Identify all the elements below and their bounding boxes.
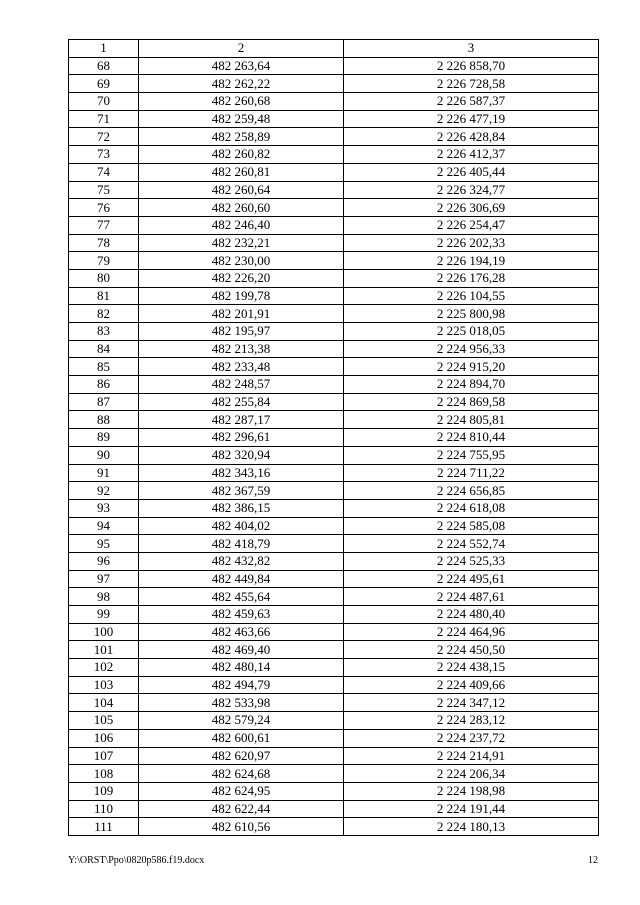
y-coordinate-cell: 2 224 525,33 xyxy=(344,552,599,570)
table-row xyxy=(69,499,599,517)
y-coordinate-cell: 2 225 018,05 xyxy=(344,323,599,341)
x-coordinate-cell: 482 480,14 xyxy=(139,659,344,677)
point-number-cell: 79 xyxy=(69,252,139,270)
y-coordinate-cell: 2 224 487,61 xyxy=(344,588,599,606)
y-coordinate-cell: 2 224 450,50 xyxy=(344,641,599,659)
table-row xyxy=(69,287,599,305)
point-number-cell: 87 xyxy=(69,393,139,411)
table-row xyxy=(69,393,599,411)
x-coordinate-cell: 482 343,16 xyxy=(139,464,344,482)
y-coordinate-cell: 2 226 428,84 xyxy=(344,128,599,146)
table-row xyxy=(69,305,599,323)
table-row xyxy=(69,729,599,747)
x-coordinate-cell: 482 600,61 xyxy=(139,729,344,747)
point-number-cell: 68 xyxy=(69,57,139,75)
point-number-cell: 92 xyxy=(69,482,139,500)
point-number-cell: 93 xyxy=(69,499,139,517)
point-number-cell: 101 xyxy=(69,641,139,659)
x-coordinate-cell: 482 226,20 xyxy=(139,269,344,287)
point-number-cell: 89 xyxy=(69,429,139,447)
point-number-cell: 107 xyxy=(69,747,139,765)
table-row xyxy=(69,252,599,270)
table-row xyxy=(69,128,599,146)
point-number-cell: 103 xyxy=(69,676,139,694)
point-number-cell: 108 xyxy=(69,765,139,783)
y-coordinate-cell: 2 224 347,12 xyxy=(344,694,599,712)
table-row xyxy=(69,676,599,694)
x-coordinate-cell: 482 432,82 xyxy=(139,552,344,570)
point-number-cell: 91 xyxy=(69,464,139,482)
x-coordinate-cell: 482 248,57 xyxy=(139,376,344,394)
table-row xyxy=(69,93,599,111)
table-row xyxy=(69,146,599,164)
y-coordinate-cell: 2 224 191,44 xyxy=(344,800,599,818)
table-row xyxy=(69,782,599,800)
x-coordinate-cell: 482 258,89 xyxy=(139,128,344,146)
table-row xyxy=(69,482,599,500)
point-number-cell: 106 xyxy=(69,729,139,747)
table-row xyxy=(69,181,599,199)
y-coordinate-cell: 2 224 495,61 xyxy=(344,570,599,588)
x-coordinate-cell: 482 246,40 xyxy=(139,216,344,234)
y-coordinate-cell: 2 224 237,72 xyxy=(344,729,599,747)
x-coordinate-cell: 482 367,59 xyxy=(139,482,344,500)
point-number-cell: 75 xyxy=(69,181,139,199)
table-row xyxy=(69,340,599,358)
x-coordinate-cell: 482 404,02 xyxy=(139,517,344,535)
footer-page-number: 12 xyxy=(588,855,598,866)
x-coordinate-cell: 482 232,21 xyxy=(139,234,344,252)
y-coordinate-cell: 2 224 656,85 xyxy=(344,482,599,500)
table-row xyxy=(69,234,599,252)
table-row xyxy=(69,57,599,75)
table-row xyxy=(69,712,599,730)
x-coordinate-cell: 482 260,81 xyxy=(139,163,344,181)
y-coordinate-cell: 2 224 214,91 xyxy=(344,747,599,765)
y-coordinate-cell: 2 226 194,19 xyxy=(344,252,599,270)
x-coordinate-cell: 482 259,48 xyxy=(139,110,344,128)
point-number-cell: 96 xyxy=(69,552,139,570)
x-coordinate-cell: 482 455,64 xyxy=(139,588,344,606)
table-row xyxy=(69,110,599,128)
x-coordinate-cell: 482 449,84 xyxy=(139,570,344,588)
point-number-cell: 98 xyxy=(69,588,139,606)
table-row xyxy=(69,659,599,677)
table-row xyxy=(69,75,599,93)
y-coordinate-cell: 2 224 869,58 xyxy=(344,393,599,411)
point-number-cell: 109 xyxy=(69,782,139,800)
point-number-cell: 74 xyxy=(69,163,139,181)
y-coordinate-cell: 2 224 283,12 xyxy=(344,712,599,730)
table-row xyxy=(69,765,599,783)
x-coordinate-cell: 482 320,94 xyxy=(139,446,344,464)
table-row xyxy=(69,446,599,464)
y-coordinate-cell: 2 224 618,08 xyxy=(344,499,599,517)
point-number-cell: 105 xyxy=(69,712,139,730)
x-coordinate-cell: 482 262,22 xyxy=(139,75,344,93)
table-row xyxy=(69,818,599,836)
table-row xyxy=(69,376,599,394)
column-header-1: 1 xyxy=(69,40,139,58)
y-coordinate-cell: 2 224 480,40 xyxy=(344,606,599,624)
x-coordinate-cell: 482 260,68 xyxy=(139,93,344,111)
x-coordinate-cell: 482 418,79 xyxy=(139,535,344,553)
y-coordinate-cell: 2 224 552,74 xyxy=(344,535,599,553)
table-row xyxy=(69,323,599,341)
table-row xyxy=(69,358,599,376)
x-coordinate-cell: 482 494,79 xyxy=(139,676,344,694)
table-row xyxy=(69,800,599,818)
point-number-cell: 102 xyxy=(69,659,139,677)
table-body xyxy=(69,57,599,835)
point-number-cell: 99 xyxy=(69,606,139,624)
x-coordinate-cell: 482 463,66 xyxy=(139,623,344,641)
point-number-cell: 84 xyxy=(69,340,139,358)
table-row xyxy=(69,517,599,535)
x-coordinate-cell: 482 195,97 xyxy=(139,323,344,341)
y-coordinate-cell: 2 225 800,98 xyxy=(344,305,599,323)
y-coordinate-cell: 2 226 104,55 xyxy=(344,287,599,305)
point-number-cell: 82 xyxy=(69,305,139,323)
x-coordinate-cell: 482 287,17 xyxy=(139,411,344,429)
table-row xyxy=(69,552,599,570)
x-coordinate-cell: 482 296,61 xyxy=(139,429,344,447)
x-coordinate-cell: 482 255,84 xyxy=(139,393,344,411)
x-coordinate-cell: 482 579,24 xyxy=(139,712,344,730)
point-number-cell: 88 xyxy=(69,411,139,429)
table-row xyxy=(69,429,599,447)
y-coordinate-cell: 2 226 587,37 xyxy=(344,93,599,111)
y-coordinate-cell: 2 226 405,44 xyxy=(344,163,599,181)
point-number-cell: 77 xyxy=(69,216,139,234)
y-coordinate-cell: 2 224 585,08 xyxy=(344,517,599,535)
table-row xyxy=(69,411,599,429)
y-coordinate-cell: 2 226 412,37 xyxy=(344,146,599,164)
point-number-cell: 69 xyxy=(69,75,139,93)
table-row xyxy=(69,623,599,641)
table-row xyxy=(69,199,599,217)
table-row xyxy=(69,747,599,765)
x-coordinate-cell: 482 230,00 xyxy=(139,252,344,270)
y-coordinate-cell: 2 226 254,47 xyxy=(344,216,599,234)
point-number-cell: 78 xyxy=(69,234,139,252)
x-coordinate-cell: 482 533,98 xyxy=(139,694,344,712)
x-coordinate-cell: 482 201,91 xyxy=(139,305,344,323)
point-number-cell: 71 xyxy=(69,110,139,128)
x-coordinate-cell: 482 260,64 xyxy=(139,181,344,199)
y-coordinate-cell: 2 226 176,28 xyxy=(344,269,599,287)
point-number-cell: 90 xyxy=(69,446,139,464)
point-number-cell: 95 xyxy=(69,535,139,553)
y-coordinate-cell: 2 224 198,98 xyxy=(344,782,599,800)
point-number-cell: 111 xyxy=(69,818,139,836)
point-number-cell: 76 xyxy=(69,199,139,217)
x-coordinate-cell: 482 610,56 xyxy=(139,818,344,836)
column-header-2: 2 xyxy=(139,40,344,58)
y-coordinate-cell: 2 224 711,22 xyxy=(344,464,599,482)
y-coordinate-cell: 2 224 755,95 xyxy=(344,446,599,464)
point-number-cell: 97 xyxy=(69,570,139,588)
y-coordinate-cell: 2 224 956,33 xyxy=(344,340,599,358)
x-coordinate-cell: 482 233,48 xyxy=(139,358,344,376)
table-row xyxy=(69,606,599,624)
y-coordinate-cell: 2 226 306,69 xyxy=(344,199,599,217)
point-number-cell: 85 xyxy=(69,358,139,376)
y-coordinate-cell: 2 224 438,15 xyxy=(344,659,599,677)
x-coordinate-cell: 482 620,97 xyxy=(139,747,344,765)
point-number-cell: 83 xyxy=(69,323,139,341)
table-header-row xyxy=(69,40,599,58)
y-coordinate-cell: 2 226 324,77 xyxy=(344,181,599,199)
table-row xyxy=(69,694,599,712)
table-row xyxy=(69,535,599,553)
point-number-cell: 104 xyxy=(69,694,139,712)
x-coordinate-cell: 482 199,78 xyxy=(139,287,344,305)
x-coordinate-cell: 482 624,68 xyxy=(139,765,344,783)
x-coordinate-cell: 482 260,82 xyxy=(139,146,344,164)
table-row xyxy=(69,216,599,234)
point-number-cell: 73 xyxy=(69,146,139,164)
point-number-cell: 72 xyxy=(69,128,139,146)
table-row xyxy=(69,570,599,588)
y-coordinate-cell: 2 224 464,96 xyxy=(344,623,599,641)
point-number-cell: 94 xyxy=(69,517,139,535)
x-coordinate-cell: 482 260,60 xyxy=(139,199,344,217)
x-coordinate-cell: 482 469,40 xyxy=(139,641,344,659)
table-row xyxy=(69,163,599,181)
y-coordinate-cell: 2 224 894,70 xyxy=(344,376,599,394)
x-coordinate-cell: 482 386,15 xyxy=(139,499,344,517)
point-number-cell: 86 xyxy=(69,376,139,394)
point-number-cell: 81 xyxy=(69,287,139,305)
point-number-cell: 110 xyxy=(69,800,139,818)
y-coordinate-cell: 2 226 202,33 xyxy=(344,234,599,252)
table-row xyxy=(69,464,599,482)
point-number-cell: 100 xyxy=(69,623,139,641)
coordinates-table xyxy=(68,39,599,836)
x-coordinate-cell: 482 263,64 xyxy=(139,57,344,75)
y-coordinate-cell: 2 226 477,19 xyxy=(344,110,599,128)
table-row xyxy=(69,269,599,287)
x-coordinate-cell: 482 459,63 xyxy=(139,606,344,624)
x-coordinate-cell: 482 624,95 xyxy=(139,782,344,800)
y-coordinate-cell: 2 226 858,70 xyxy=(344,57,599,75)
y-coordinate-cell: 2 224 915,20 xyxy=(344,358,599,376)
y-coordinate-cell: 2 224 180,13 xyxy=(344,818,599,836)
y-coordinate-cell: 2 224 810,44 xyxy=(344,429,599,447)
footer-file-path: Y:\ORST\Ppo\0820p586.f19.docx xyxy=(68,855,205,866)
table-row xyxy=(69,641,599,659)
point-number-cell: 80 xyxy=(69,269,139,287)
x-coordinate-cell: 482 213,38 xyxy=(139,340,344,358)
point-number-cell: 70 xyxy=(69,93,139,111)
x-coordinate-cell: 482 622,44 xyxy=(139,800,344,818)
y-coordinate-cell: 2 224 206,34 xyxy=(344,765,599,783)
y-coordinate-cell: 2 224 805,81 xyxy=(344,411,599,429)
table-row xyxy=(69,588,599,606)
column-header-3: 3 xyxy=(344,40,599,58)
y-coordinate-cell: 2 226 728,58 xyxy=(344,75,599,93)
y-coordinate-cell: 2 224 409,66 xyxy=(344,676,599,694)
